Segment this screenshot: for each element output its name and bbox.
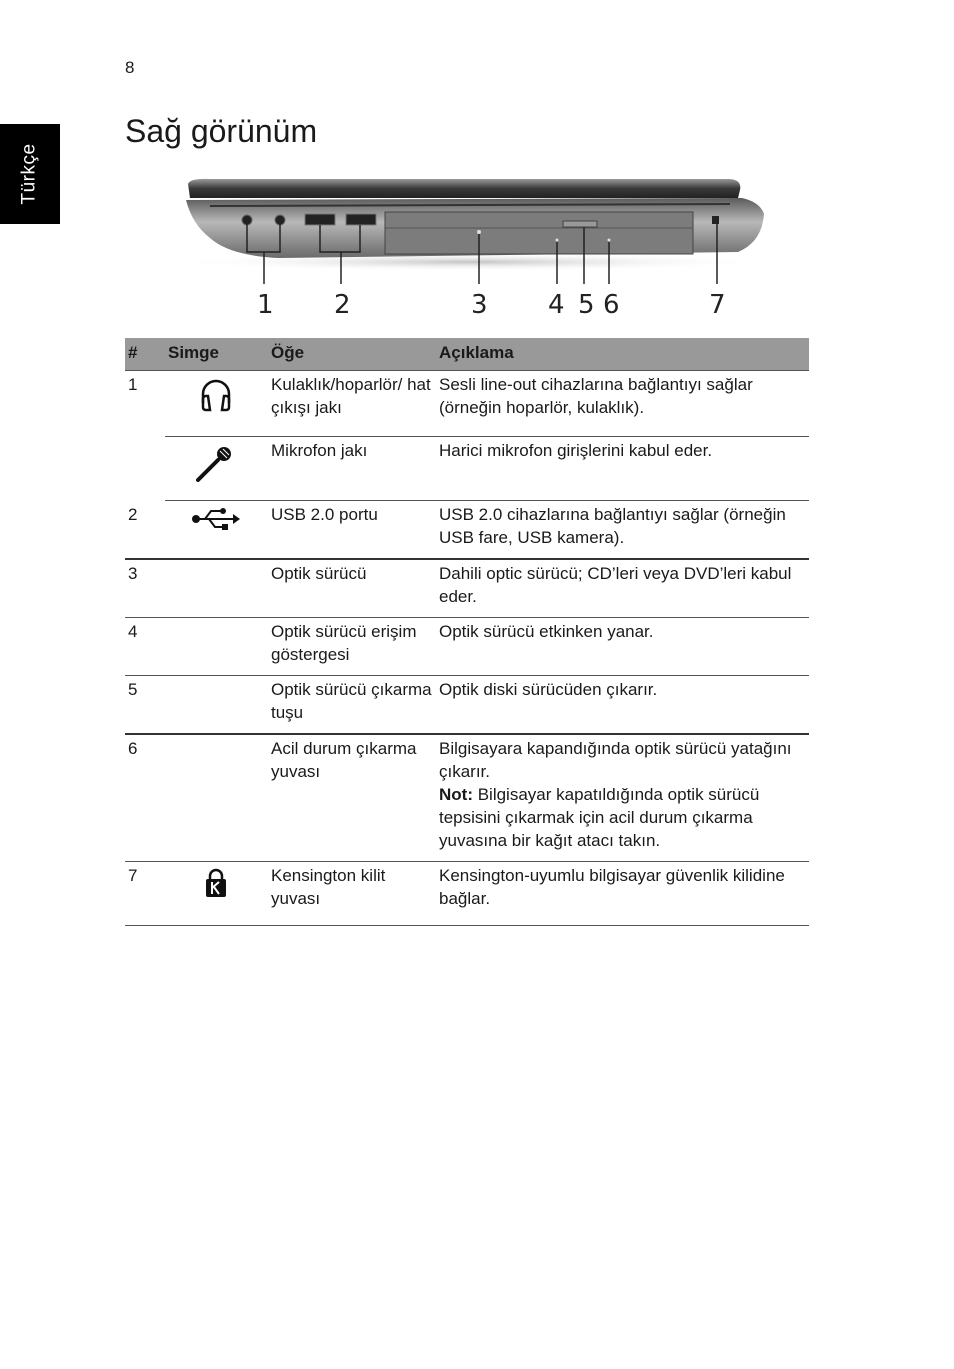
row-number: 1 — [128, 375, 138, 394]
row-number: 3 — [125, 559, 165, 618]
header-icon: Simge — [165, 338, 268, 371]
row-note — [439, 783, 805, 852]
row-number: 7 — [125, 862, 165, 926]
row-description: Bilgisayara kapandığında optik sürücü yatağını çıkarır. — [439, 739, 792, 781]
row-description: Harici mikrofon girişlerini kabul eder. — [436, 437, 809, 501]
table-row — [125, 734, 809, 862]
table-row — [125, 437, 809, 501]
row-icon-cell — [165, 862, 268, 926]
note-text: Bilgisayar kapatıldığında optik sürücü tepsisini çıkarmak için acil durum çıkarma yuvasına bir kağıt atacı takın. — [439, 785, 760, 850]
row-description-cell — [436, 734, 809, 862]
row-item: Mikrofon jakı — [268, 437, 436, 501]
callout-6: 6 — [603, 290, 620, 320]
row-icon-cell — [165, 676, 268, 735]
page-number: 8 — [125, 58, 135, 77]
row-description: Optik sürücü etkinken yanar. — [436, 618, 809, 676]
usb-icon — [191, 507, 241, 531]
row-description: USB 2.0 cihazlarına bağlantıyı sağlar (örneğin USB fare, USB kamera). — [436, 501, 809, 560]
callout-7: 7 — [709, 290, 726, 320]
row-item: USB 2.0 portu — [268, 501, 436, 560]
row-number: 6 — [125, 734, 165, 862]
row-item: Acil durum çıkarma yuvası — [268, 734, 436, 862]
note-label: Not: — [439, 785, 473, 804]
table-header-row — [125, 338, 809, 371]
callout-2: 2 — [334, 290, 351, 320]
row-description: Dahili optic sürücü; CD’leri veya DVD’leri kabul eder. — [436, 559, 809, 618]
row-icon-cell — [165, 618, 268, 676]
row-icon-cell — [165, 437, 268, 501]
callout-4: 4 — [548, 290, 565, 320]
row-item: Optik sürücü — [268, 559, 436, 618]
table-row — [125, 676, 809, 735]
header-item: Öğe — [268, 338, 436, 371]
row-icon-cell — [165, 501, 268, 560]
row-item: Kulaklık/hoparlör/ hat çıkışı jakı — [268, 371, 436, 437]
language-tab-label: Türkçe — [19, 143, 41, 205]
row-number: 4 — [125, 618, 165, 676]
row-item: Optik sürücü erişim göstergesi — [268, 618, 436, 676]
headphones-icon — [198, 377, 234, 413]
row-icon-cell — [165, 734, 268, 862]
header-number: # — [125, 338, 165, 371]
row-item: Kensington kilit yuvası — [268, 862, 436, 926]
callout-5: 5 — [578, 290, 595, 320]
row-item: Optik sürücü çıkarma tuşu — [268, 676, 436, 735]
row-description: Optik diski sürücüden çıkarır. — [436, 676, 809, 735]
table-row — [125, 501, 809, 560]
header-description: Açıklama — [436, 338, 809, 371]
row-number: 5 — [125, 676, 165, 735]
row-description: Sesli line-out cihazlarına bağlantıyı sağlar (örneğin hoparlör, kulaklık). — [436, 371, 809, 437]
row-icon-cell — [165, 371, 268, 437]
page-title: Sağ görünüm — [125, 113, 318, 149]
table-row — [125, 559, 809, 618]
kensington-lock-icon — [205, 868, 227, 898]
callout-1: 1 — [257, 290, 274, 320]
laptop-right-side-figure — [170, 176, 770, 326]
table-row — [125, 618, 809, 676]
row-number: 2 — [125, 501, 165, 560]
row-description: Kensington-uyumlu bilgisayar güvenlik kilidine bağlar. — [436, 862, 809, 926]
table-row — [125, 371, 809, 437]
table-row — [125, 862, 809, 926]
ports-table — [125, 338, 809, 926]
microphone-icon — [194, 443, 238, 483]
callout-3: 3 — [471, 290, 488, 320]
laptop-side-illustration — [170, 176, 770, 326]
language-tab — [0, 124, 60, 224]
row-icon-cell — [165, 559, 268, 618]
